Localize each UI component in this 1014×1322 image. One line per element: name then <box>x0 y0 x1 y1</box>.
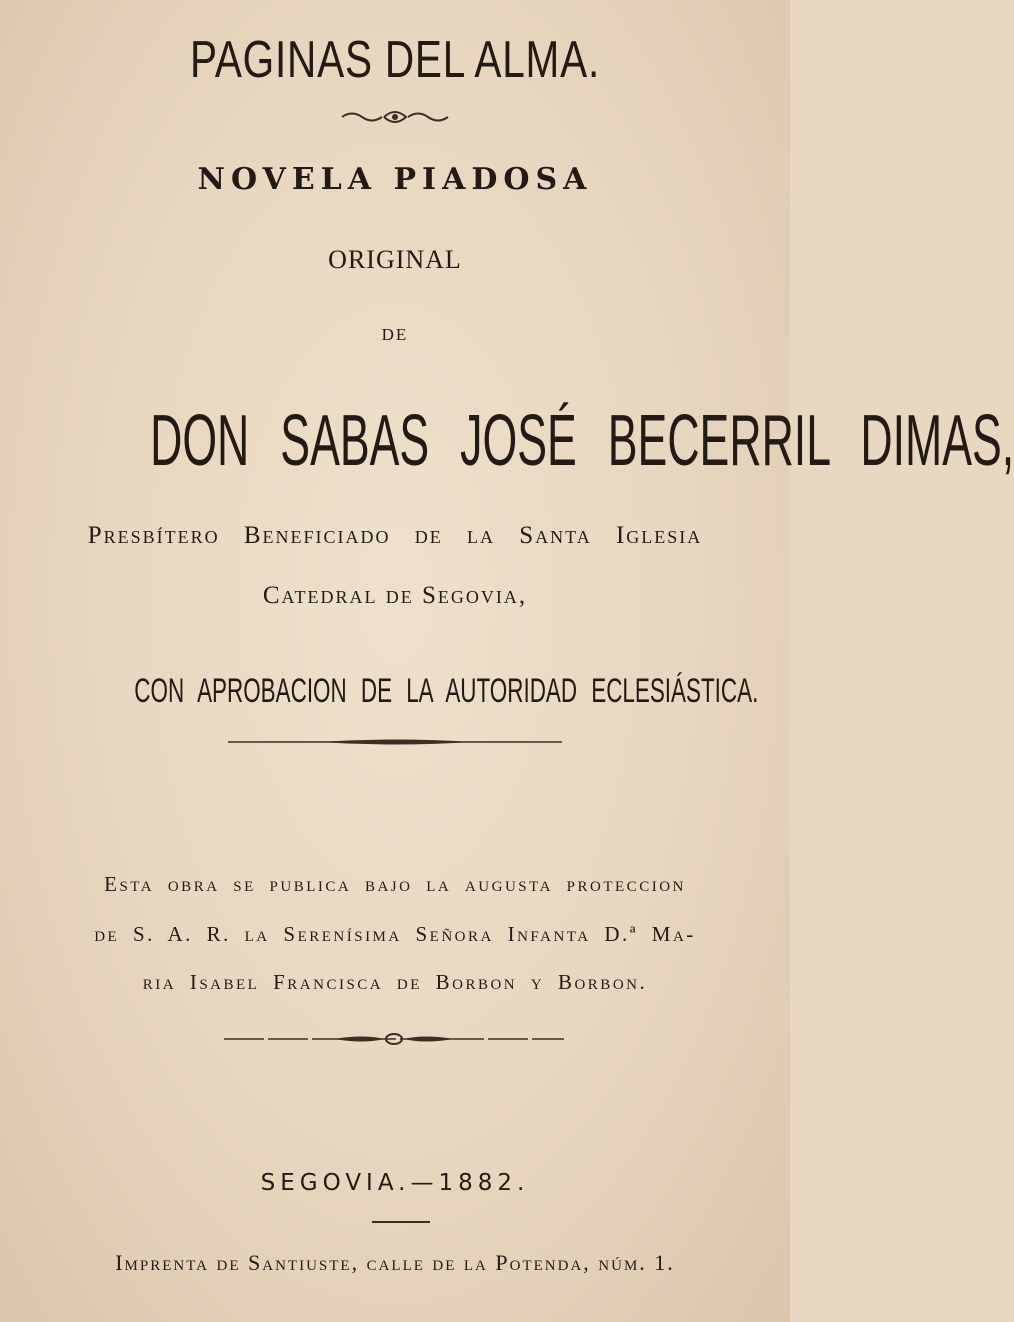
protection-line1: Esta obra se publica bajo la augusta proteccion <box>104 872 686 896</box>
book-title: PAGINAS DEL ALMA. <box>190 31 600 89</box>
short-rule <box>372 1221 430 1223</box>
original-label: ORIGINAL <box>328 245 462 274</box>
place-and-year: SEGOVIA.—1882. <box>260 1170 530 1196</box>
protection-line3: ria Isabel Francisca de Borbon y Borbon. <box>142 970 648 994</box>
author-office-line1: Presbítero Beneficiado de la Santa Iglesia <box>87 522 703 549</box>
protection-line2: de S. A. R. la Serenísima Señora Infanta D.ª Ma- <box>94 922 696 946</box>
de-label: DE <box>381 325 409 344</box>
ornament-flourish-top <box>340 108 450 126</box>
printer-imprint: Imprenta de Santiuste, calle de la Potenda, núm. 1. <box>115 1250 675 1275</box>
ecclesiastical-approval: CON APROBACION DE LA AUTORIDAD ECLESIÁSTICA. <box>134 672 759 710</box>
ornament-rule-middle <box>228 736 562 748</box>
author-name: DON SABAS JOSÉ BECERRIL DIMAS, <box>150 401 1014 481</box>
author-office-line2: Catedral de Segovia, <box>262 582 528 609</box>
book-subtitle: NOVELA PIADOSA <box>197 162 593 197</box>
ornament-rule-lower <box>224 1032 564 1046</box>
